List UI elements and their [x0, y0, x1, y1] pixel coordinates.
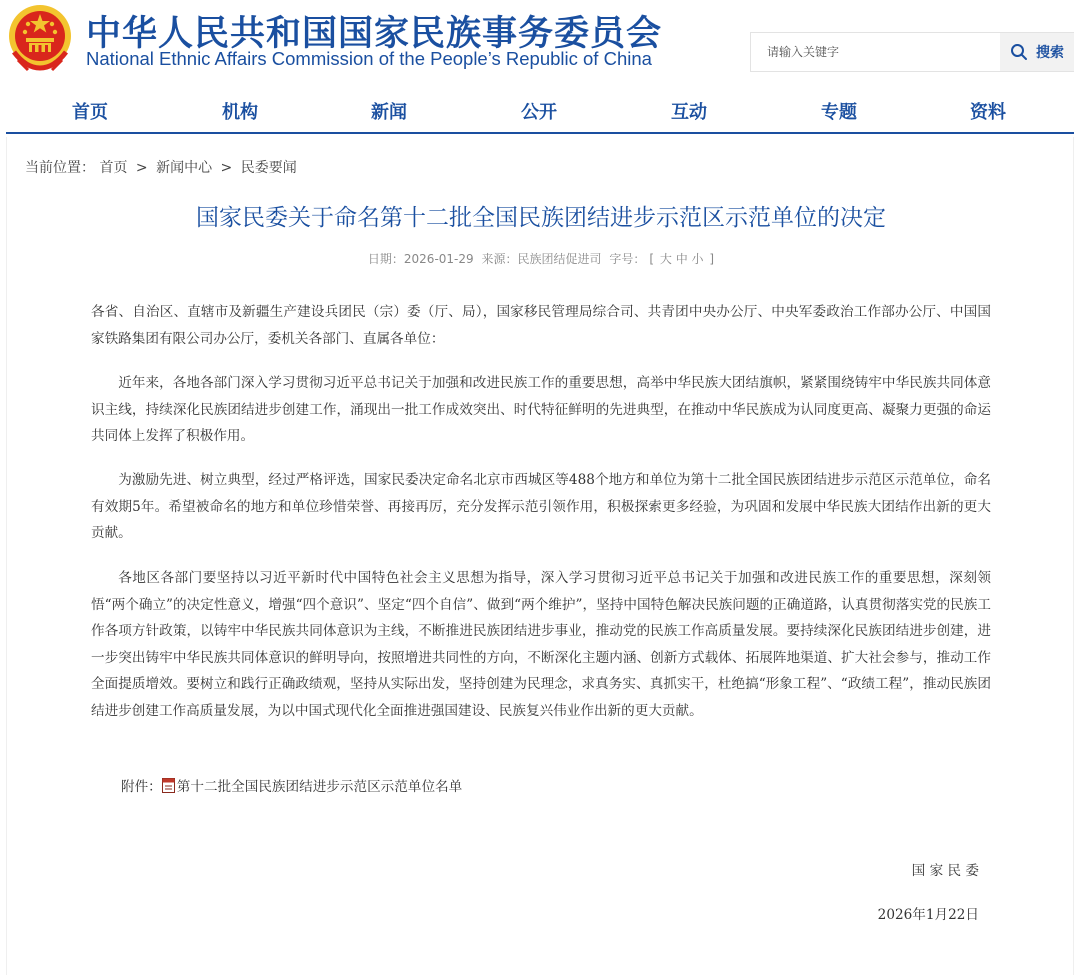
breadcrumb-separator: > — [220, 160, 233, 176]
font-size-open: [ — [649, 252, 655, 266]
search-icon — [1010, 43, 1028, 61]
site-title-cn[interactable]: 中华人民共和国国家民族事务委员会 — [86, 14, 663, 54]
attachment-link[interactable]: 第十二批全国民族团结进步示范区示范单位名单 — [176, 779, 463, 795]
site-header — [0, 0, 1080, 85]
attachment-label: 附件： — [121, 779, 162, 795]
breadcrumb — [25, 157, 297, 177]
article-recipients: 各省、自治区、直辖市及新疆生产建设兵团民（宗）委（厅、局），国家移民管理局综合司、共青团中央办公厅、中央军委政治工作部办公厅、中国国家铁路集团有限公司办公厅，委机关各部门、直属各单位： — [91, 304, 991, 347]
article-date: 日期：2026-01-29 — [367, 252, 474, 266]
nav-item-public[interactable]: 公开 — [521, 102, 557, 123]
main-nav — [6, 88, 1074, 134]
breadcrumb-home[interactable]: 首页 — [99, 160, 128, 176]
site-title-en[interactable]: National Ethnic Affairs Commission of the People’s Republic of China — [86, 48, 652, 69]
search-button-label: 搜索 — [1036, 45, 1064, 61]
nav-item-topics[interactable]: 专题 — [821, 102, 857, 123]
search-button[interactable] — [1000, 33, 1074, 71]
nav-item-news[interactable]: 新闻 — [371, 102, 407, 123]
font-size-label: 字号： — [609, 252, 646, 266]
nav-item-interaction[interactable]: 互动 — [671, 102, 707, 123]
article-meta — [7, 250, 1075, 267]
signature: 国 家 民 委 — [911, 863, 979, 879]
breadcrumb-news-center[interactable]: 新闻中心 — [156, 160, 213, 176]
nav-item-home[interactable]: 首页 — [72, 102, 108, 123]
search-input[interactable] — [751, 33, 999, 71]
breadcrumb-separator: > — [135, 160, 148, 176]
breadcrumb-commission-news[interactable]: 民委要闻 — [240, 160, 297, 176]
nav-item-resources[interactable]: 资料 — [970, 102, 1006, 123]
breadcrumb-prefix: 当前位置： — [25, 160, 95, 176]
font-size-medium[interactable]: 中 — [675, 252, 688, 266]
sign-date: 2026年1月22日 — [877, 907, 979, 923]
article-paragraph: 为激励先进、树立典型，经过严格评选，国家民委决定命名北京市西城区等488个地方和单位为第十二批全国民族团结进步示范区示范单位，命名有效期5年。希望被命名的地方和单位珍惜荣誉、再接再厉，充分发挥示范引领作用，积极探索更多经验，为巩固和发展中华民族大团结作出新的更大贡献。 — [91, 472, 991, 541]
article-title: 国家民委关于命名第十二批全国民族团结进步示范区示范单位的决定 — [196, 205, 886, 231]
content-panel — [6, 137, 1074, 975]
national-emblem-icon[interactable] — [6, 2, 74, 72]
font-size-small[interactable]: 小 — [691, 252, 704, 266]
article-source: 来源：民族团结促进司 — [481, 252, 602, 266]
article-paragraph: 各地区各部门要坚持以习近平新时代中国特色社会主义思想为指导，深入学习贯彻习近平总书记关于加强和改进民族工作的重要思想，深刻领悟“两个确立”的决定性意义，增强“四个意识”、坚定“四个自信”、做到“两个维护”，坚持中国特色解决民族问题的正确道路，认真贯彻落实党的民族工作各项方针政策，以铸牢中华民族共同体意识为主线，不断推进民族团结进步事业，推动党的民族工作高质量发展。要持续深化民族团结进步创建，进一步突出铸牢中华民族共同体意识的鲜明导向，按照增进共同性的方向，不断深化主题内涵、创新方式载体、拓展阵地渠道、扩大社会参与，推动工作全面提质增效。要树立和践行正确政绩观，坚持从实际出发，坚持创建为民理念，求真务实、真抓实干，杜绝搞“形象工程”、“政绩工程”，推动民族团结进步创建工作高质量发展，为以中国式现代化全面推进强国建设、民族复兴伟业作出新的更大贡献。 — [91, 570, 991, 719]
pdf-file-icon — [162, 778, 175, 793]
article-paragraph: 近年来，各地各部门深入学习贯彻习近平总书记关于加强和改进民族工作的重要思想，高举中华民族大团结旗帜，紧紧围绕铸牢中华民族共同体意识主线，持续深化民族团结进步创建工作，涌现出一批工作成效突出、时代特征鲜明的先进典型，在推动中华民族成为认同度更高、凝聚力更强的命运共同体上发挥了积极作用。 — [91, 375, 991, 444]
attachment — [121, 775, 462, 795]
search-box — [750, 32, 1074, 72]
nav-item-organization[interactable]: 机构 — [222, 102, 258, 123]
font-size-close: ] — [709, 252, 715, 266]
font-size-large[interactable]: 大 — [659, 252, 672, 266]
